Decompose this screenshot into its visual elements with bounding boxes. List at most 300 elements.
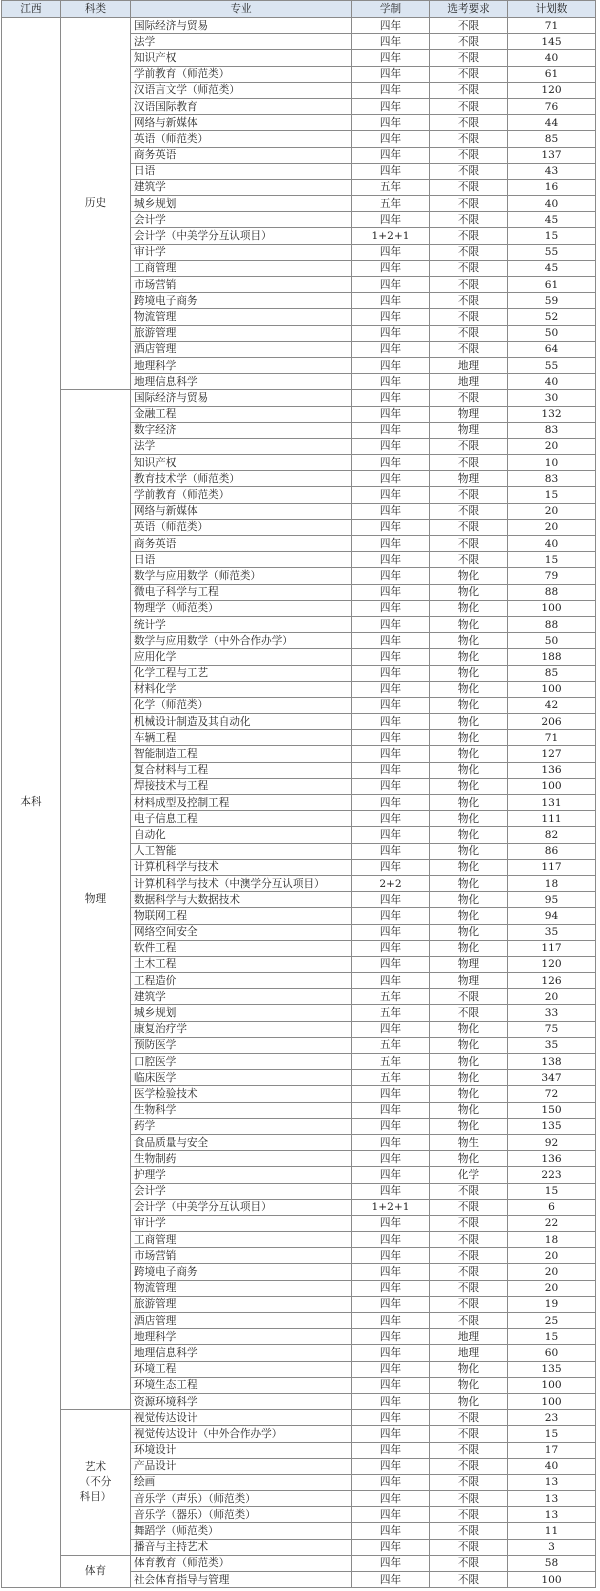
table-row [2,390,596,406]
major-name: 社会体育指导与管理 [131,1572,352,1588]
duration: 四年 [352,406,430,422]
subject-requirement: 不限 [430,341,508,357]
duration: 四年 [352,859,430,875]
duration: 四年 [352,1507,430,1523]
subject-requirement: 物化 [430,746,508,762]
plan-count: 100 [508,1393,596,1409]
subject-requirement: 物化 [430,924,508,940]
subject-requirement: 不限 [430,989,508,1005]
plan-count: 19 [508,1296,596,1312]
major-name: 工程造价 [131,973,352,989]
subject-requirement: 不限 [430,536,508,552]
major-name: 市场营销 [131,277,352,293]
plan-count: 15 [508,1329,596,1345]
major-name: 物理学（师范类） [131,600,352,616]
duration: 四年 [352,568,430,584]
duration: 四年 [352,1313,430,1329]
duration: 四年 [352,827,430,843]
subject-requirement: 不限 [430,1507,508,1523]
duration: 四年 [352,552,430,568]
major-name: 旅游管理 [131,1296,352,1312]
subject-requirement: 物化 [430,778,508,794]
plan-count: 20 [508,438,596,454]
plan-count: 61 [508,277,596,293]
duration: 四年 [352,50,430,66]
major-name: 产品设计 [131,1458,352,1474]
plan-count: 86 [508,843,596,859]
major-name: 审计学 [131,244,352,260]
duration: 四年 [352,697,430,713]
subject-requirement: 物化 [430,1037,508,1053]
subject-requirement: 不限 [430,98,508,114]
subject-requirement: 物理 [430,956,508,972]
plan-count: 100 [508,778,596,794]
subject-requirement: 物理 [430,471,508,487]
major-name: 审计学 [131,1215,352,1231]
plan-count: 17 [508,1442,596,1458]
plan-count: 40 [508,374,596,390]
plan-count: 42 [508,697,596,713]
plan-count: 40 [508,536,596,552]
major-name: 康复治疗学 [131,1021,352,1037]
duration: 四年 [352,1102,430,1118]
duration: 四年 [352,147,430,163]
major-name: 智能制造工程 [131,746,352,762]
subject-requirement: 物化 [430,843,508,859]
duration: 四年 [352,357,430,373]
header-category: 科类 [61,1,131,18]
header-province: 江西 [2,1,61,18]
duration: 四年 [352,34,430,50]
plan-count: 100 [508,1572,596,1588]
category-label: 历史 [84,197,107,210]
duration: 五年 [352,1070,430,1086]
duration: 2+2 [352,875,430,891]
major-name: 医学检验技术 [131,1086,352,1102]
plan-count: 138 [508,1054,596,1070]
plan-count: 15 [508,552,596,568]
duration: 四年 [352,924,430,940]
subject-requirement: 不限 [430,390,508,406]
subject-requirement: 不限 [430,1410,508,1426]
plan-count: 347 [508,1070,596,1086]
duration: 四年 [352,633,430,649]
duration: 四年 [352,438,430,454]
plan-count: 11 [508,1523,596,1539]
duration: 四年 [352,1361,430,1377]
plan-count: 40 [508,1458,596,1474]
level-cell: 本科 [2,18,61,1588]
subject-requirement: 物化 [430,859,508,875]
duration: 五年 [352,1037,430,1053]
duration: 四年 [352,584,430,600]
plan-count: 95 [508,892,596,908]
subject-requirement: 不限 [430,1248,508,1264]
major-name: 地理科学 [131,357,352,373]
duration: 四年 [352,616,430,632]
major-name: 工商管理 [131,1232,352,1248]
plan-count: 10 [508,455,596,471]
subject-requirement: 不限 [430,1215,508,1231]
duration: 四年 [352,82,430,98]
plan-count: 15 [508,487,596,503]
duration: 四年 [352,1280,430,1296]
subject-requirement: 地理 [430,357,508,373]
major-name: 物联网工程 [131,908,352,924]
duration: 四年 [352,600,430,616]
major-name: 英语（师范类） [131,519,352,535]
duration: 四年 [352,1118,430,1134]
subject-requirement: 物化 [430,811,508,827]
plan-count: 30 [508,390,596,406]
plan-count: 136 [508,762,596,778]
subject-requirement: 物化 [430,730,508,746]
major-name: 体育教育（师范类） [131,1555,352,1571]
subject-requirement: 不限 [430,1491,508,1507]
major-name: 物流管理 [131,1280,352,1296]
major-name: 网络空间安全 [131,924,352,940]
duration: 四年 [352,778,430,794]
major-name: 建筑学 [131,179,352,195]
major-name: 生物科学 [131,1102,352,1118]
major-name: 计算机科学与技术 [131,859,352,875]
subject-requirement: 物化 [430,649,508,665]
plan-count: 120 [508,82,596,98]
major-name: 音乐学（声乐）（师范类） [131,1491,352,1507]
duration: 四年 [352,1377,430,1393]
subject-requirement: 不限 [430,1458,508,1474]
major-name: 建筑学 [131,989,352,1005]
major-name: 复合材料与工程 [131,762,352,778]
duration: 四年 [352,244,430,260]
table-row [2,1555,596,1571]
plan-count: 206 [508,714,596,730]
subject-requirement: 物化 [430,892,508,908]
plan-count: 35 [508,1037,596,1053]
duration: 四年 [352,1523,430,1539]
major-name: 市场营销 [131,1248,352,1264]
subject-requirement: 物化 [430,1054,508,1070]
duration: 四年 [352,1151,430,1167]
subject-requirement: 物理 [430,422,508,438]
plan-count: 59 [508,293,596,309]
subject-requirement: 不限 [430,503,508,519]
major-name: 微电子科学与工程 [131,584,352,600]
major-name: 舞蹈学（师范类） [131,1523,352,1539]
subject-requirement: 不限 [430,325,508,341]
plan-count: 16 [508,179,596,195]
major-name: 焊接技术与工程 [131,778,352,794]
subject-requirement: 不限 [430,1572,508,1588]
plan-count: 92 [508,1134,596,1150]
major-name: 学前教育（师范类） [131,487,352,503]
subject-requirement: 不限 [430,212,508,228]
major-name: 物流管理 [131,309,352,325]
category-cell [61,18,131,390]
table-row [2,1410,596,1426]
duration: 四年 [352,1442,430,1458]
duration: 四年 [352,649,430,665]
plan-count: 127 [508,746,596,762]
major-name: 数学与应用数学（中外合作办学） [131,633,352,649]
plan-count: 64 [508,341,596,357]
major-name: 软件工程 [131,940,352,956]
duration: 四年 [352,471,430,487]
plan-count: 85 [508,665,596,681]
plan-count: 13 [508,1474,596,1490]
subject-requirement: 不限 [430,228,508,244]
duration: 四年 [352,1296,430,1312]
major-name: 会计学 [131,212,352,228]
plan-count: 100 [508,600,596,616]
subject-requirement: 物化 [430,584,508,600]
subject-requirement: 不限 [430,438,508,454]
major-name: 统计学 [131,616,352,632]
major-name: 地理科学 [131,1329,352,1345]
duration: 四年 [352,277,430,293]
subject-requirement: 物化 [430,762,508,778]
subject-requirement: 物化 [430,600,508,616]
duration: 四年 [352,18,430,34]
duration: 四年 [352,1555,430,1571]
major-name: 数学与应用数学（师范类） [131,568,352,584]
major-name: 教育技术学（师范类） [131,471,352,487]
subject-requirement: 不限 [430,1280,508,1296]
duration: 四年 [352,1086,430,1102]
plan-count: 23 [508,1410,596,1426]
subject-requirement: 不限 [430,163,508,179]
plan-count: 45 [508,212,596,228]
plan-count: 20 [508,503,596,519]
plan-count: 132 [508,406,596,422]
plan-count: 120 [508,956,596,972]
duration: 四年 [352,940,430,956]
duration: 四年 [352,341,430,357]
major-name: 自动化 [131,827,352,843]
duration: 四年 [352,98,430,114]
subject-requirement: 不限 [430,309,508,325]
duration: 四年 [352,309,430,325]
header-duration: 学制 [352,1,430,18]
duration: 四年 [352,325,430,341]
major-name: 材料成型及控制工程 [131,795,352,811]
duration: 四年 [352,681,430,697]
subject-requirement: 不限 [430,1313,508,1329]
plan-count: 25 [508,1313,596,1329]
duration: 四年 [352,390,430,406]
subject-requirement: 不限 [430,34,508,50]
subject-requirement: 不限 [430,1474,508,1490]
plan-count: 85 [508,131,596,147]
plan-count: 111 [508,811,596,827]
duration: 四年 [352,487,430,503]
plan-count: 75 [508,1021,596,1037]
subject-requirement: 不限 [430,277,508,293]
major-name: 会计学（中美学分互认项目） [131,228,352,244]
major-name: 网络与新媒体 [131,503,352,519]
duration: 五年 [352,196,430,212]
major-name: 数据科学与大数据技术 [131,892,352,908]
major-name: 汉语国际教育 [131,98,352,114]
plan-count: 71 [508,18,596,34]
plan-count: 135 [508,1118,596,1134]
duration: 四年 [352,1232,430,1248]
duration: 四年 [352,260,430,276]
duration: 四年 [352,1426,430,1442]
subject-requirement: 物化 [430,1070,508,1086]
duration: 四年 [352,503,430,519]
plan-count: 15 [508,1426,596,1442]
major-name: 商务英语 [131,147,352,163]
major-name: 预防医学 [131,1037,352,1053]
major-name: 环境设计 [131,1442,352,1458]
category-cell [61,390,131,1410]
major-name: 城乡规划 [131,1005,352,1021]
subject-requirement: 物化 [430,714,508,730]
subject-requirement: 物生 [430,1134,508,1150]
plan-count: 20 [508,1248,596,1264]
duration: 四年 [352,1393,430,1409]
major-name: 生物制药 [131,1151,352,1167]
major-name: 视觉传达设计 [131,1410,352,1426]
duration: 四年 [352,66,430,82]
duration: 四年 [352,1134,430,1150]
major-name: 应用化学 [131,649,352,665]
subject-requirement: 物化 [430,908,508,924]
subject-requirement: 物化 [430,875,508,891]
plan-count: 137 [508,147,596,163]
subject-requirement: 不限 [430,82,508,98]
duration: 四年 [352,730,430,746]
subject-requirement: 化学 [430,1167,508,1183]
duration: 四年 [352,1248,430,1264]
plan-count: 88 [508,616,596,632]
plan-count: 88 [508,584,596,600]
plan-count: 33 [508,1005,596,1021]
major-name: 计算机科学与技术（中澳学分互认项目） [131,875,352,891]
subject-requirement: 不限 [430,1005,508,1021]
major-name: 会计学 [131,1183,352,1199]
duration: 1+2+1 [352,228,430,244]
major-name: 车辆工程 [131,730,352,746]
major-name: 电子信息工程 [131,811,352,827]
duration: 四年 [352,762,430,778]
major-name: 人工智能 [131,843,352,859]
subject-requirement: 不限 [430,487,508,503]
plan-count: 55 [508,244,596,260]
major-name: 工商管理 [131,260,352,276]
subject-requirement: 物化 [430,940,508,956]
subject-requirement: 不限 [430,244,508,260]
subject-requirement: 不限 [430,552,508,568]
plan-count: 50 [508,633,596,649]
plan-count: 40 [508,50,596,66]
duration: 四年 [352,115,430,131]
subject-requirement: 不限 [430,1539,508,1555]
major-name: 旅游管理 [131,325,352,341]
major-name: 城乡规划 [131,196,352,212]
major-name: 网络与新媒体 [131,115,352,131]
subject-requirement: 不限 [430,1442,508,1458]
duration: 四年 [352,131,430,147]
plan-count: 150 [508,1102,596,1118]
subject-requirement: 不限 [430,293,508,309]
plan-count: 72 [508,1086,596,1102]
duration: 四年 [352,1264,430,1280]
major-name: 知识产权 [131,50,352,66]
duration: 四年 [352,795,430,811]
major-name: 环境工程 [131,1361,352,1377]
plan-count: 18 [508,1232,596,1248]
subject-requirement: 物化 [430,1361,508,1377]
duration: 四年 [352,1491,430,1507]
header-row [2,1,596,18]
subject-requirement: 物化 [430,1377,508,1393]
plan-count: 13 [508,1507,596,1523]
category-label: 艺术（不分科目） [79,1460,112,1503]
subject-requirement: 不限 [430,1426,508,1442]
major-name: 国际经济与贸易 [131,18,352,34]
plan-count: 15 [508,228,596,244]
major-name: 法学 [131,34,352,50]
duration: 四年 [352,374,430,390]
duration: 四年 [352,665,430,681]
major-name: 金融工程 [131,406,352,422]
subject-requirement: 不限 [430,1232,508,1248]
duration: 五年 [352,1005,430,1021]
plan-count: 188 [508,649,596,665]
plan-count: 50 [508,325,596,341]
category-label: 物理 [84,893,107,906]
plan-count: 83 [508,422,596,438]
major-name: 跨境电子商务 [131,1264,352,1280]
major-name: 会计学（中美学分互认项目） [131,1199,352,1215]
plan-count: 20 [508,989,596,1005]
duration: 四年 [352,1183,430,1199]
major-name: 口腔医学 [131,1054,352,1070]
major-name: 视觉传达设计（中外合作办学） [131,1426,352,1442]
major-name: 数字经济 [131,422,352,438]
duration: 四年 [352,212,430,228]
major-name: 酒店管理 [131,1313,352,1329]
plan-count: 55 [508,357,596,373]
major-name: 日语 [131,552,352,568]
plan-count: 6 [508,1199,596,1215]
duration: 四年 [352,422,430,438]
plan-count: 83 [508,471,596,487]
duration: 四年 [352,908,430,924]
category-cell [61,1410,131,1556]
plan-count: 43 [508,163,596,179]
subject-requirement: 地理 [430,1345,508,1361]
major-name: 日语 [131,163,352,179]
major-name: 酒店管理 [131,341,352,357]
subject-requirement: 物化 [430,568,508,584]
duration: 四年 [352,293,430,309]
plan-count: 61 [508,66,596,82]
subject-requirement: 不限 [430,519,508,535]
duration: 四年 [352,843,430,859]
major-name: 跨境电子商务 [131,293,352,309]
major-name: 地理信息科学 [131,374,352,390]
subject-requirement: 不限 [430,147,508,163]
subject-requirement: 不限 [430,115,508,131]
major-name: 法学 [131,438,352,454]
subject-requirement: 不限 [430,1523,508,1539]
duration: 四年 [352,1345,430,1361]
duration: 四年 [352,455,430,471]
duration: 1+2+1 [352,1199,430,1215]
